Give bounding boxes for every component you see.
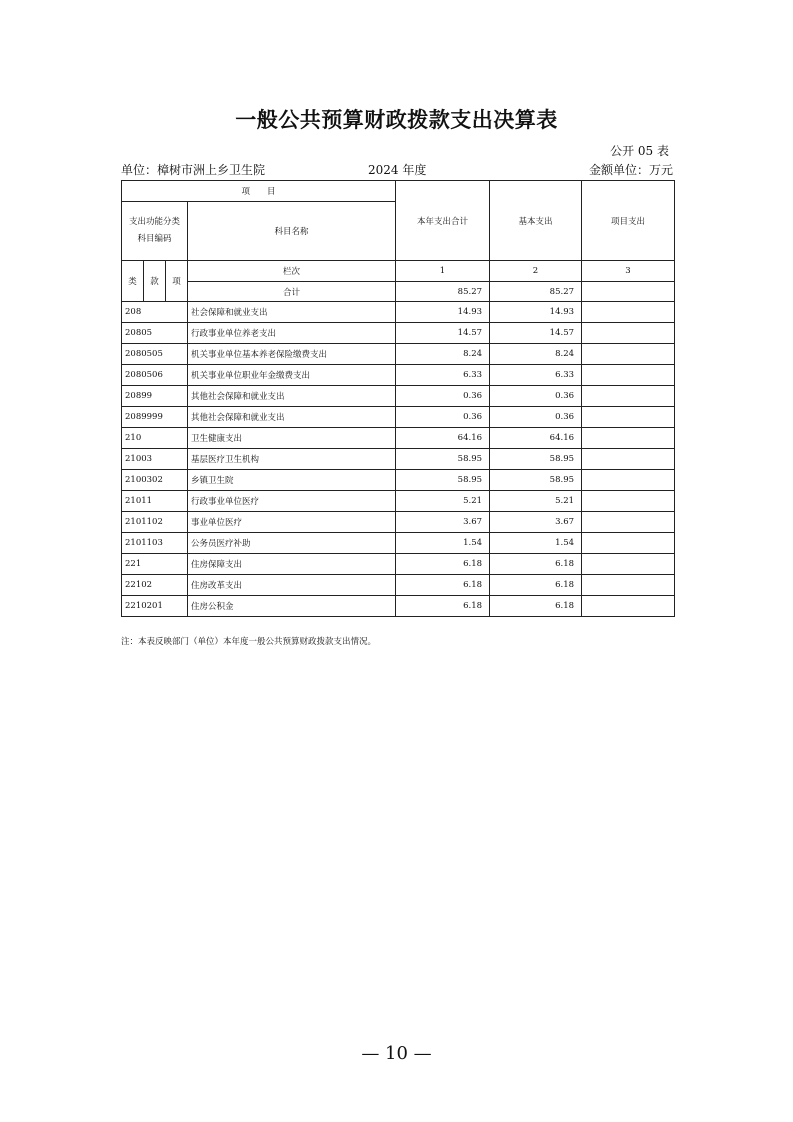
row-project (582, 302, 675, 323)
table-row (122, 491, 675, 512)
form-number: 公开 05 表 (610, 144, 669, 158)
table-row (122, 323, 675, 344)
expenditure-table (121, 180, 675, 617)
row-total: 0.36 (396, 407, 490, 428)
header-lanci: 栏次 (188, 261, 396, 282)
row-basic: 6.33 (490, 365, 582, 386)
row-project (582, 470, 675, 491)
page-title: 一般公共预算财政拨款支出决算表 (235, 107, 558, 132)
row-code: 2080505 (122, 344, 188, 365)
row-name: 住房公积金 (188, 596, 396, 617)
header-col2: 2 (490, 261, 582, 282)
amount-unit-label: 金额单位：万元 (588, 163, 673, 177)
row-name: 行政事业单位养老支出 (188, 323, 396, 344)
row-name: 其他社会保障和就业支出 (188, 386, 396, 407)
row-name: 住房改革支出 (188, 575, 396, 596)
row-total: 14.57 (396, 323, 490, 344)
table-row (122, 575, 675, 596)
row-basic: 8.24 (490, 344, 582, 365)
row-code: 210 (122, 428, 188, 449)
row-project (582, 365, 675, 386)
row-name: 基层医疗卫生机构 (188, 449, 396, 470)
row-basic: 5.21 (490, 491, 582, 512)
sum-total: 85.27 (396, 282, 490, 302)
row-basic: 14.93 (490, 302, 582, 323)
table-row (122, 470, 675, 491)
row-project (582, 386, 675, 407)
row-basic: 0.36 (490, 386, 582, 407)
row-project (582, 407, 675, 428)
row-project (582, 533, 675, 554)
table-row (122, 596, 675, 617)
row-code: 22102 (122, 575, 188, 596)
row-basic: 3.67 (490, 512, 582, 533)
table-row (122, 386, 675, 407)
row-basic: 6.18 (490, 596, 582, 617)
row-basic: 0.36 (490, 407, 582, 428)
header-col3: 3 (582, 261, 675, 282)
row-basic: 6.18 (490, 575, 582, 596)
row-code: 221 (122, 554, 188, 575)
row-code: 2089999 (122, 407, 188, 428)
table-row (122, 407, 675, 428)
row-basic: 1.54 (490, 533, 582, 554)
row-total: 1.54 (396, 533, 490, 554)
header-item: 项 目 (122, 181, 396, 202)
row-project (582, 512, 675, 533)
header-col1: 1 (396, 261, 490, 282)
row-project (582, 344, 675, 365)
row-total: 58.95 (396, 470, 490, 491)
table-row (122, 554, 675, 575)
row-total: 6.18 (396, 575, 490, 596)
table-row (122, 365, 675, 386)
table-row (122, 512, 675, 533)
row-total: 64.16 (396, 428, 490, 449)
table-row (122, 533, 675, 554)
row-project (582, 596, 675, 617)
row-code: 2100302 (122, 470, 188, 491)
sum-label: 合计 (188, 282, 396, 302)
row-code: 2080506 (122, 365, 188, 386)
row-total: 6.33 (396, 365, 490, 386)
unit-label: 单位：樟树市洲上乡卫生院 (121, 163, 266, 177)
row-basic: 14.57 (490, 323, 582, 344)
page-number: — 10 — (361, 1043, 432, 1064)
row-name: 社会保障和就业支出 (188, 302, 396, 323)
row-project (582, 575, 675, 596)
header-lei: 类 (122, 261, 144, 302)
row-project (582, 323, 675, 344)
header-name: 科目名称 (188, 202, 396, 261)
header-total: 本年支出合计 (396, 181, 490, 261)
row-total: 0.36 (396, 386, 490, 407)
header-basic: 基本支出 (490, 181, 582, 261)
row-total: 8.24 (396, 344, 490, 365)
table-note: 注：本表反映部门（单位）本年度一般公共预算财政拨款支出情况。 (121, 637, 377, 647)
header-func-code: 支出功能分类科目编码 (122, 202, 188, 261)
row-project (582, 428, 675, 449)
row-code: 20805 (122, 323, 188, 344)
row-name: 住房保障支出 (188, 554, 396, 575)
row-name: 乡镇卫生院 (188, 470, 396, 491)
row-code: 21011 (122, 491, 188, 512)
row-code: 208 (122, 302, 188, 323)
row-project (582, 491, 675, 512)
row-code: 2101103 (122, 533, 188, 554)
row-basic: 6.18 (490, 554, 582, 575)
table-row (122, 344, 675, 365)
row-name: 卫生健康支出 (188, 428, 396, 449)
row-total: 5.21 (396, 491, 490, 512)
row-name: 机关事业单位基本养老保险缴费支出 (188, 344, 396, 365)
row-basic: 64.16 (490, 428, 582, 449)
header-project: 项目支出 (582, 181, 675, 261)
table-row (122, 302, 675, 323)
table-row (122, 428, 675, 449)
row-name: 机关事业单位职业年金缴费支出 (188, 365, 396, 386)
header-xiang: 项 (166, 261, 188, 302)
table-row (122, 449, 675, 470)
row-name: 其他社会保障和就业支出 (188, 407, 396, 428)
row-code: 21003 (122, 449, 188, 470)
year-label: 2024 年度 (368, 163, 427, 177)
header-kuan: 款 (144, 261, 166, 302)
row-name: 事业单位医疗 (188, 512, 396, 533)
row-total: 3.67 (396, 512, 490, 533)
row-name: 行政事业单位医疗 (188, 491, 396, 512)
row-basic: 58.95 (490, 470, 582, 491)
row-code: 20899 (122, 386, 188, 407)
row-project (582, 554, 675, 575)
sum-basic: 85.27 (490, 282, 582, 302)
report-meta (121, 161, 673, 179)
row-code: 2210201 (122, 596, 188, 617)
row-total: 6.18 (396, 596, 490, 617)
row-total: 6.18 (396, 554, 490, 575)
row-code: 2101102 (122, 512, 188, 533)
row-total: 58.95 (396, 449, 490, 470)
sum-project (582, 282, 675, 302)
row-total: 14.93 (396, 302, 490, 323)
row-project (582, 449, 675, 470)
row-basic: 58.95 (490, 449, 582, 470)
row-name: 公务员医疗补助 (188, 533, 396, 554)
